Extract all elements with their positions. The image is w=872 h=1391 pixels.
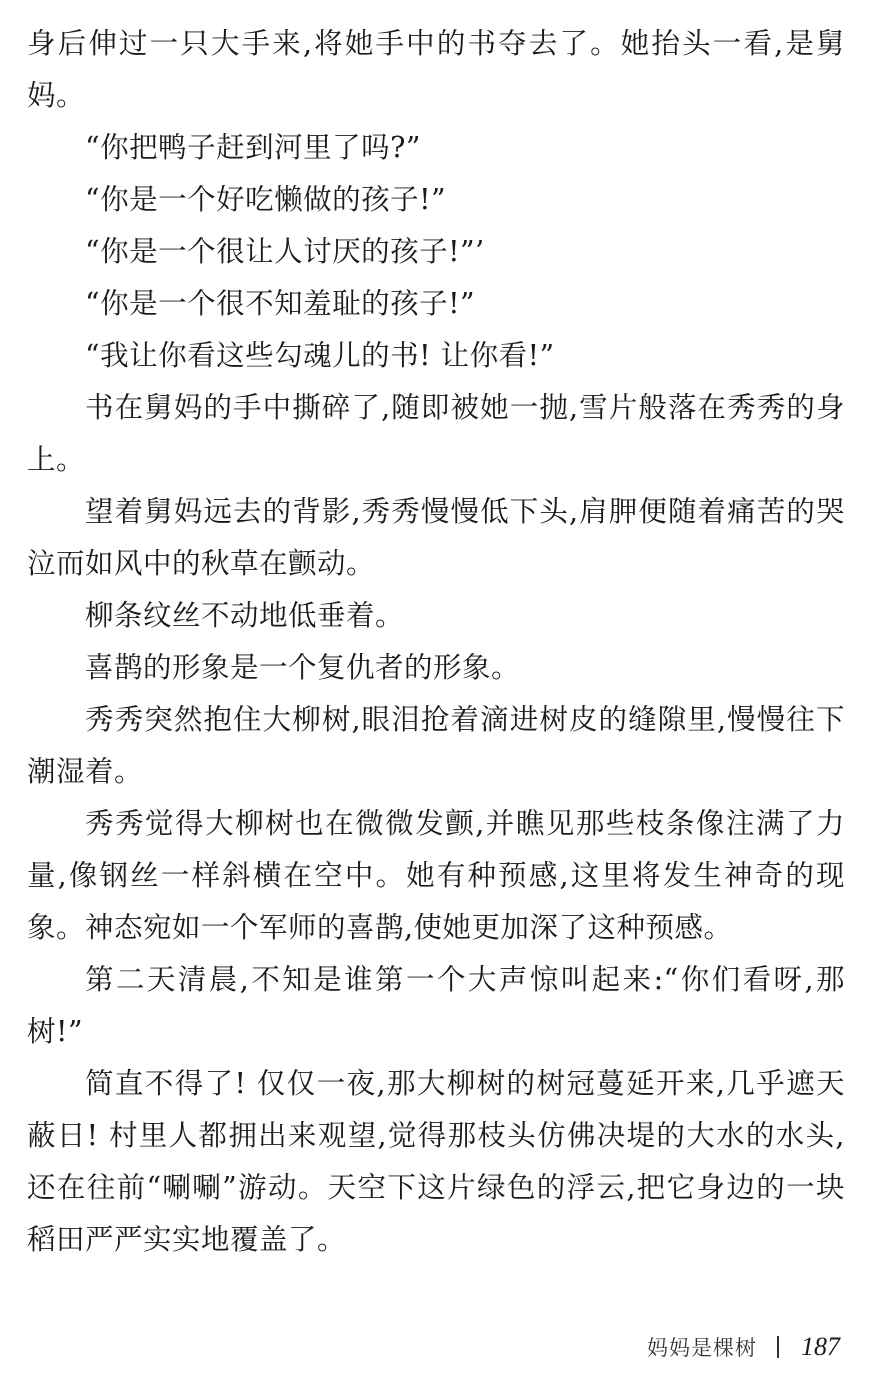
paragraph: 身后伸过一只大手来,将她手中的书夺去了。她抬头一看,是舅妈。 (27, 27, 845, 112)
paragraph: “你是一个很让人讨厌的孩子!”’ (85, 235, 485, 268)
paragraph: 柳条纹丝不动地低垂着。 (85, 599, 405, 632)
paragraph: “你把鸭子赶到河里了吗?” (85, 131, 421, 164)
paragraph: 秀秀突然抱住大柳树,眼泪抢着滴进树皮的缝隙里,慢慢往下潮湿着。 (27, 703, 845, 788)
page-number: 187 (801, 1332, 840, 1361)
paragraph: 秀秀觉得大柳树也在微微发颤,并瞧见那些枝条像注满了力量,像钢丝一样斜横在空中。她有种预感,这里将发生神奇的现象。神态宛如一个军师的喜鹊,使她更加深了这种预感。 (27, 807, 845, 944)
footer-divider (777, 1336, 779, 1358)
paragraph: “我让你看这些勾魂儿的书! 让你看!” (85, 339, 555, 372)
paragraph: 第二天清晨,不知是谁第一个大声惊叫起来:“你们看呀,那树!” (27, 963, 845, 1048)
paragraph: “你是一个很不知羞耻的孩子!” (85, 287, 476, 320)
page-body (27, 18, 845, 1266)
running-title: 妈妈是棵树 (647, 1336, 757, 1360)
paragraph: 书在舅妈的手中撕碎了,随即被她一抛,雪片般落在秀秀的身上。 (27, 391, 845, 476)
paragraph: 望着舅妈远去的背影,秀秀慢慢低下头,肩胛便随着痛苦的哭泣而如风中的秋草在颤动。 (27, 495, 845, 580)
paragraph: “你是一个好吃懒做的孩子!” (85, 183, 447, 216)
page-footer (647, 1332, 840, 1362)
paragraph: 喜鹊的形象是一个复仇者的形象。 (85, 651, 521, 684)
paragraph: 简直不得了! 仅仅一夜,那大柳树的树冠蔓延开来,几乎遮天蔽日! 村里人都拥出来观望,觉得那枝头仿佛决堤的大水的水头,还在往前“唰唰”游动。天空下这片绿色的浮云,把它身边的一块稻田严严实实地覆盖了。 (27, 1067, 845, 1256)
